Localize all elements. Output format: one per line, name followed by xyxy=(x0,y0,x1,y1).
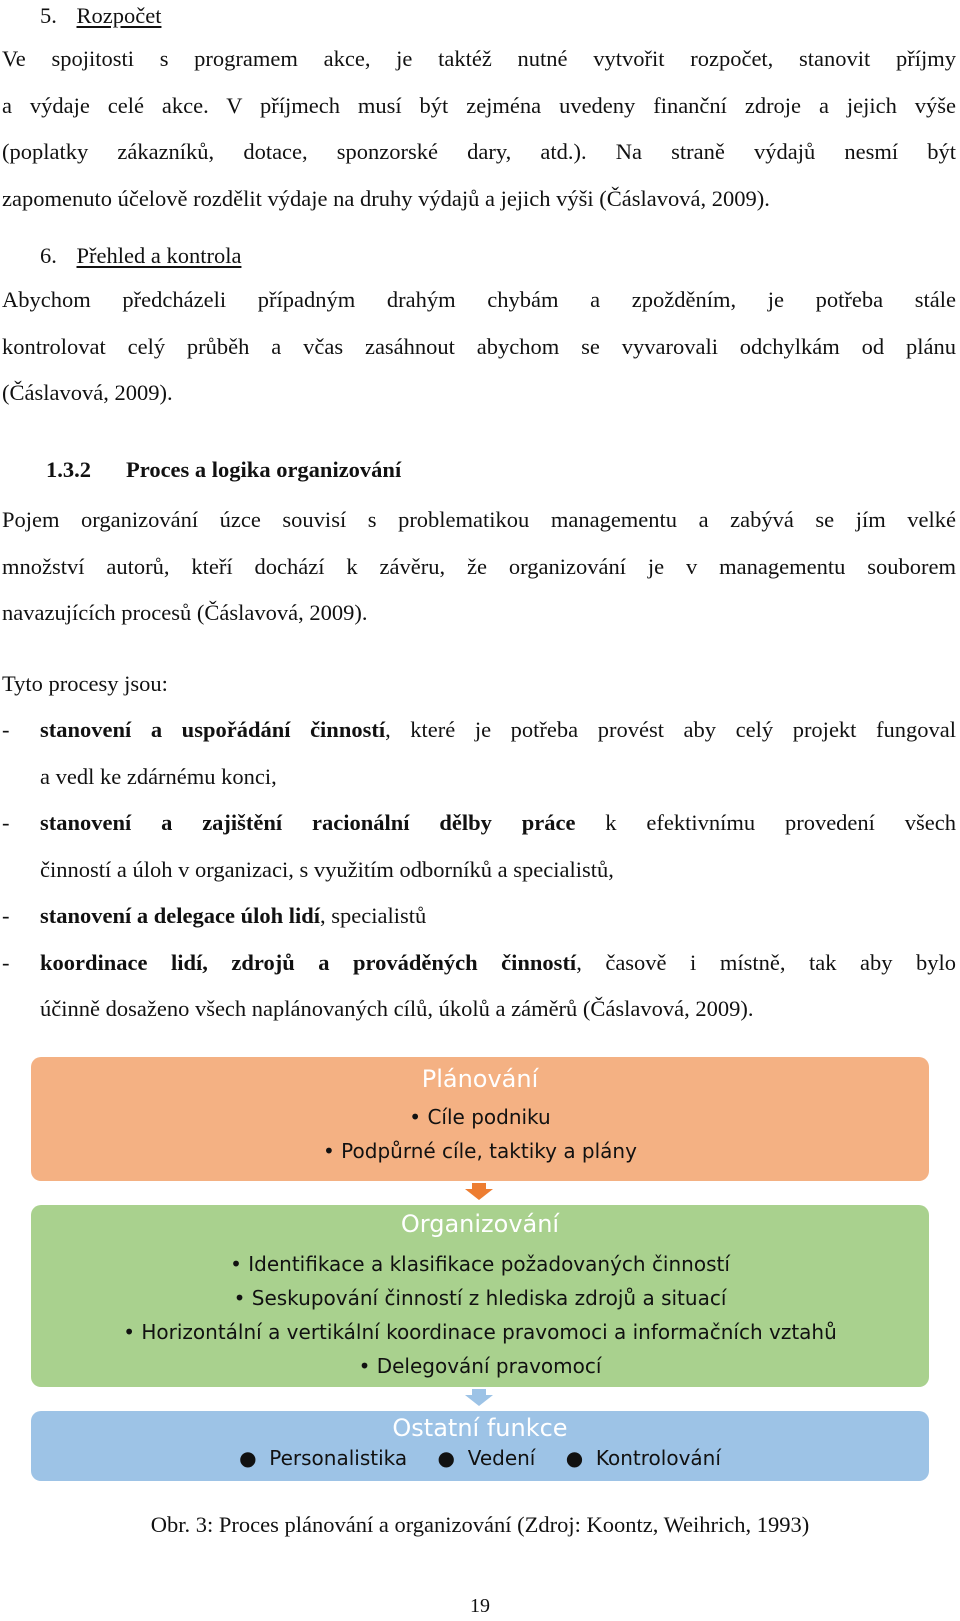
planning-box xyxy=(31,1057,929,1181)
list-dash: - xyxy=(2,810,10,835)
list-dash: - xyxy=(2,903,10,928)
organizing-title: Organizování xyxy=(400,1210,560,1238)
organizing-item: • Delegování pravomocí xyxy=(358,1354,602,1378)
organizing-item: • Identifikace a klasifikace požadovaných činností xyxy=(230,1252,730,1276)
list-item-text: , které je potřeba provést aby celý projekt fungoval xyxy=(385,717,956,742)
other-item: ● Kontrolování xyxy=(565,1446,721,1470)
list-item-continuation: a vedl ke zdárnému konci, xyxy=(40,763,277,789)
section-1-3-2-title: Proces a logika organizování xyxy=(126,457,402,482)
figure-caption: Obr. 3: Proces plánování a organizování (Zdroj: Koontz, Weihrich, 1993) xyxy=(150,1512,810,1537)
list-item-continuation: účinně dosaženo všech naplánovaných cílů, úkolů a záměrů (Čáslavová, 2009). xyxy=(40,996,754,1021)
section-6-paragraph xyxy=(2,277,956,417)
planning-title: Plánování xyxy=(421,1065,539,1093)
planning-item: • Cíle podniku xyxy=(409,1105,551,1129)
section-1-3-2-number: 1.3.2 xyxy=(46,457,91,482)
process-list xyxy=(2,707,956,1033)
list-item-bold: stanovení a zajištění racionální dělby práce xyxy=(40,810,576,835)
arrow-down-icon xyxy=(465,1189,493,1200)
list-item-text: , specialistů xyxy=(320,903,427,928)
list-item-bold: koordinace lidí, zdrojů a prováděných činností xyxy=(40,949,577,975)
paragraph-line: a výdaje celé akce. V příjmech musí být zejména uvedeny finanční zdroje a jejich výše xyxy=(2,92,956,118)
section-1-3-2-paragraph xyxy=(2,497,956,637)
paragraph-line: zapomenuto účelově rozdělit výdaje na druhy výdajů a jejich výši (Čáslavová, 2009). xyxy=(2,185,770,211)
section-6-number: 6. xyxy=(40,243,57,268)
list-dash: - xyxy=(2,949,10,975)
other-item: ● Personalistika xyxy=(239,1446,408,1470)
paragraph-line: kontrolovat celý průběh a včas zasáhnout abychom se vyvarovali odchylkám od plánu xyxy=(2,333,956,359)
processes-intro xyxy=(2,661,956,708)
bullet-icon: ● xyxy=(565,1446,584,1470)
other-functions-box xyxy=(31,1411,929,1481)
other-item: ● Vedení xyxy=(437,1446,536,1470)
other-functions-title: Ostatní funkce xyxy=(392,1414,568,1442)
list-item xyxy=(2,940,956,1033)
section-6-heading xyxy=(40,243,241,269)
intro-text: Tyto procesy jsou: xyxy=(2,671,168,696)
list-item-bold: stanovení a uspořádání činností xyxy=(40,717,386,742)
bullet-icon: ● xyxy=(437,1446,455,1470)
arrow-down-icon xyxy=(472,1183,486,1189)
bullet-icon: ● xyxy=(239,1446,257,1470)
section-1-3-2-heading xyxy=(46,457,401,483)
list-dash: - xyxy=(2,717,10,742)
planning-item: • Podpůrné cíle, taktiky a plány xyxy=(323,1139,637,1163)
list-item-text: , časově i místně, tak aby bylo xyxy=(576,949,956,975)
paragraph-line: (poplatky zákazníků, dotace, sponzorské dary, atd.). Na straně výdajů nesmí být xyxy=(2,139,956,164)
paragraph-line: Pojem organizování úzce souvisí s problematikou managementu a zabývá se jím velké xyxy=(2,507,956,532)
paragraph-line: množství autorů, kteří dochází k závěru, že organizování je v managementu souborem xyxy=(2,553,956,579)
other-functions-items xyxy=(31,1443,929,1473)
list-item xyxy=(2,707,956,800)
list-item-text: k efektivnímu provedení všech xyxy=(575,810,956,835)
section-5-heading xyxy=(40,3,161,29)
organizing-item: • Horizontální a vertikální koordinace pravomoci a informačních vztahů xyxy=(123,1320,837,1344)
paragraph-line: Ve spojitosti s programem akce, je taktéž nutné vytvořit rozpočet, stanovit příjmy xyxy=(2,46,956,71)
section-5-number: 5. xyxy=(40,3,57,28)
section-5-paragraph xyxy=(2,36,956,222)
list-item xyxy=(2,800,956,893)
paragraph-line: navazujících procesů (Čáslavová, 2009). xyxy=(2,600,368,625)
arrow-down-icon xyxy=(472,1389,486,1395)
paragraph-line: Abychom předcházeli případným drahým chybám a zpožděním, je potřeba stále xyxy=(2,287,956,312)
organizing-box xyxy=(31,1205,929,1387)
section-5-title: Rozpočet xyxy=(76,3,162,28)
list-item-bold: stanovení a delegace úloh lidí xyxy=(40,903,321,928)
list-item-continuation: činností a úloh v organizaci, s využitím odborníků a specialistů, xyxy=(40,856,614,882)
organizing-item: • Seskupování činností z hlediska zdrojů a situací xyxy=(233,1286,727,1310)
section-6-title: Přehled a kontrola xyxy=(76,243,242,268)
page-number: 19 xyxy=(470,1595,490,1617)
list-item xyxy=(2,893,956,940)
paragraph-line: (Čáslavová, 2009). xyxy=(2,380,173,405)
arrow-down-icon xyxy=(465,1395,493,1406)
